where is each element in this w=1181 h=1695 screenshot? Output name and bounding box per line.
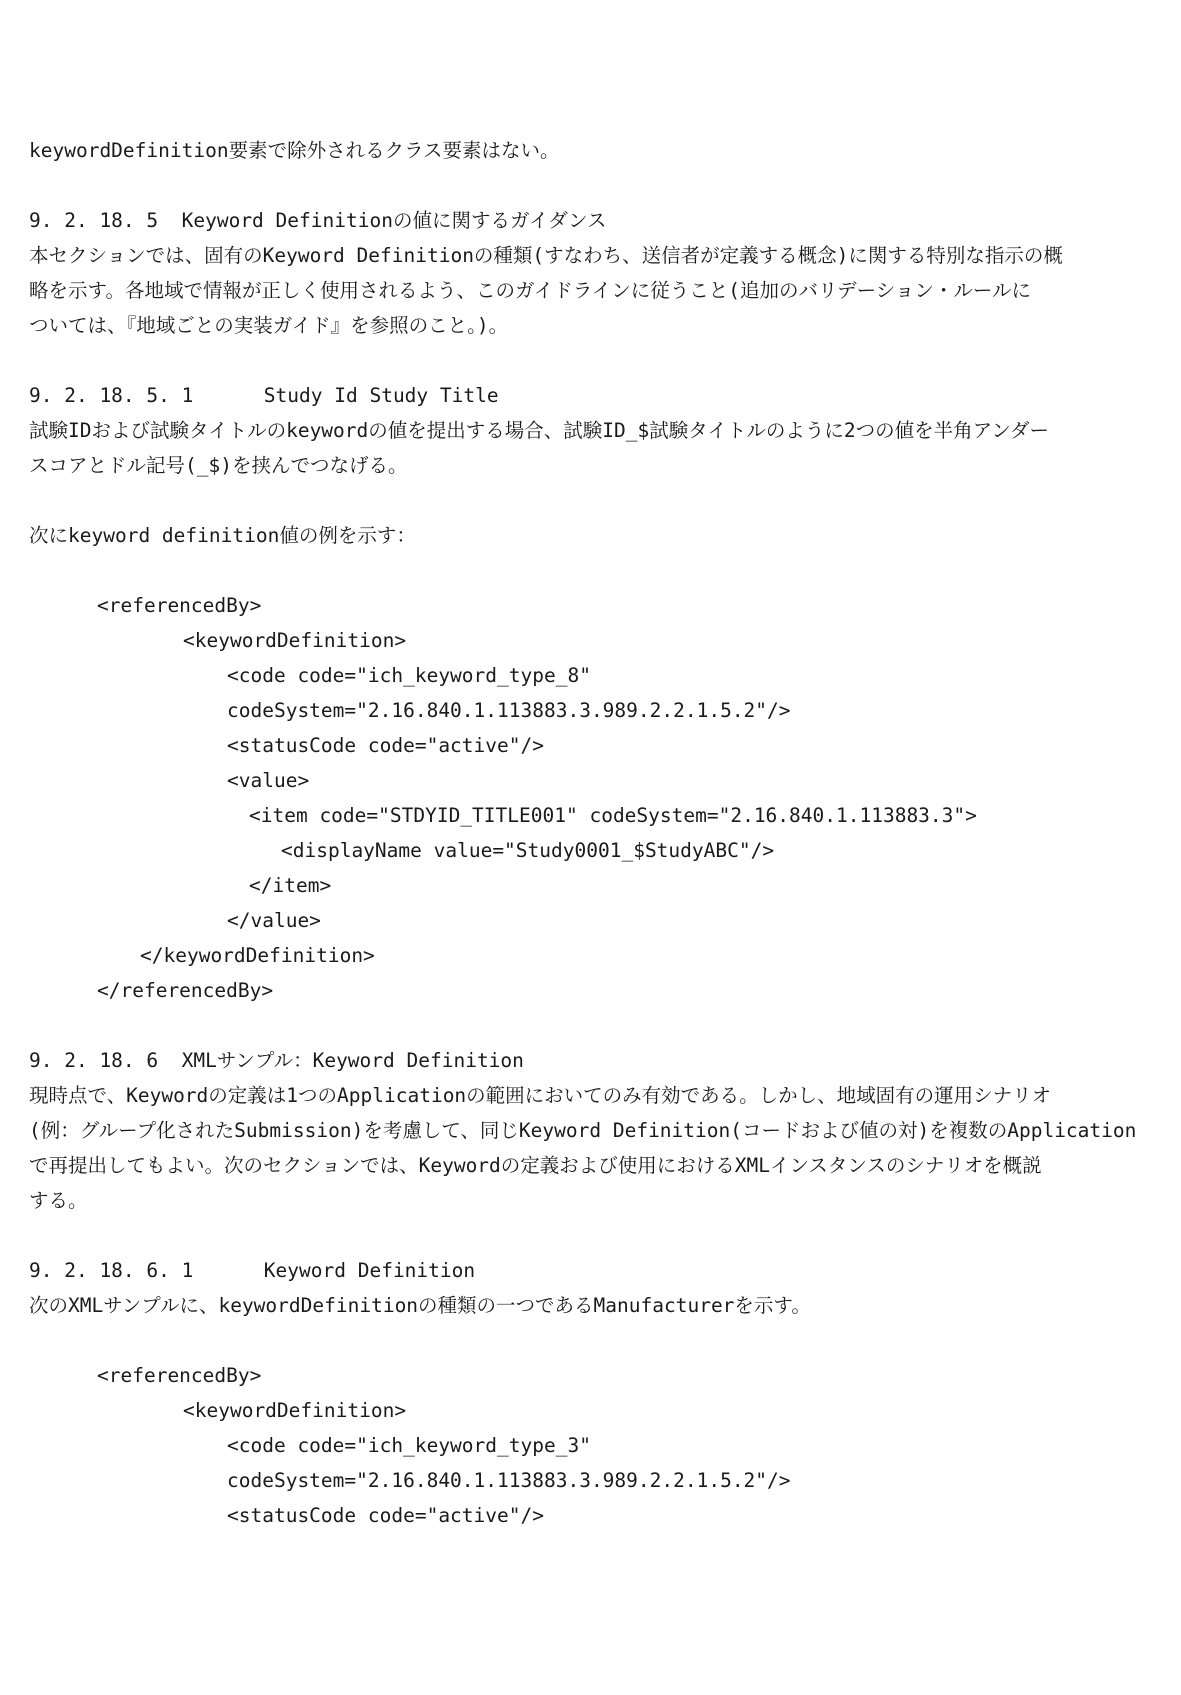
text-line: 9. 2. 18. 5. 1 Study Id Study Title xyxy=(29,384,499,407)
text-line: 略を示す。各地域で情報が正しく使用されるよう、このガイドラインに従うこと(追加のバリデーション・ルールに xyxy=(29,279,1031,302)
text-line: ついては、『地域ごとの実装ガイド』を参照のこと。)。 xyxy=(29,314,509,337)
code-line: <value> xyxy=(227,769,310,792)
code-line: <keywordDefinition> xyxy=(183,629,407,652)
text-line: 試験IDおよび試験タイトルのkeywordの値を提出する場合、試験ID_$試験タイトルのように2つの値を半角アンダー xyxy=(29,419,1050,442)
text-line: 9. 2. 18. 6. 1 Keyword Definition xyxy=(29,1259,476,1282)
text-line: 9. 2. 18. 6 XMLサンプル：Keyword Definition xyxy=(29,1049,524,1072)
text-line: (例：グループ化されたSubmission)を考慮して、同じKeyword Definition(コードおよび値の対)を複数のApplication xyxy=(29,1119,1137,1142)
text-line: 次のXMLサンプルに、keywordDefinitionの種類の一つであるManufacturerを示す。 xyxy=(29,1294,811,1317)
code-line: </referencedBy> xyxy=(97,979,274,1002)
code-line: <referencedBy> xyxy=(97,1364,262,1387)
text-line: で再提出してもよい。次のセクションでは、Keywordの定義および使用におけるXMLインスタンスのシナリオを概説 xyxy=(29,1154,1042,1177)
code-line: <referencedBy> xyxy=(97,594,262,617)
text-line: keywordDefinition要素で除外されるクラス要素はない。 xyxy=(29,139,560,162)
text-line: 9. 2. 18. 5 Keyword Definitionの値に関するガイダンス xyxy=(29,209,607,232)
code-line: </keywordDefinition> xyxy=(140,944,375,967)
code-line: <keywordDefinition> xyxy=(183,1399,407,1422)
text-line: スコアとドル記号(_$)を挟んでつなげる。 xyxy=(29,454,408,477)
code-line: <statusCode code="active"/> xyxy=(227,1504,544,1527)
code-line: <code code="ich_keyword_type_3" xyxy=(227,1434,591,1457)
code-line: <code code="ich_keyword_type_8" xyxy=(227,664,591,687)
code-line: <displayName value="Study0001_$StudyABC"/> xyxy=(281,839,775,862)
code-line: codeSystem="2.16.840.1.113883.3.989.2.2.1.5.2"/> xyxy=(227,1469,791,1492)
code-line: <statusCode code="active"/> xyxy=(227,734,544,757)
code-line: <item code="STDYID_TITLE001" codeSystem="2.16.840.1.113883.3"> xyxy=(249,804,977,827)
code-line: </value> xyxy=(227,909,321,932)
text-line: 本セクションでは、固有のKeyword Definitionの種類(すなわち、送信者が定義する概念)に関する特別な指示の概 xyxy=(29,244,1063,267)
text-line: 現時点で、Keywordの定義は1つのApplicationの範囲においてのみ有効である。しかし、地域固有の運用シナリオ xyxy=(29,1084,1051,1107)
text-line: 次にkeyword definition値の例を示す： xyxy=(29,524,416,547)
code-line: codeSystem="2.16.840.1.113883.3.989.2.2.1.5.2"/> xyxy=(227,699,791,722)
text-line: する。 xyxy=(29,1189,88,1212)
code-line: </item> xyxy=(249,874,332,897)
